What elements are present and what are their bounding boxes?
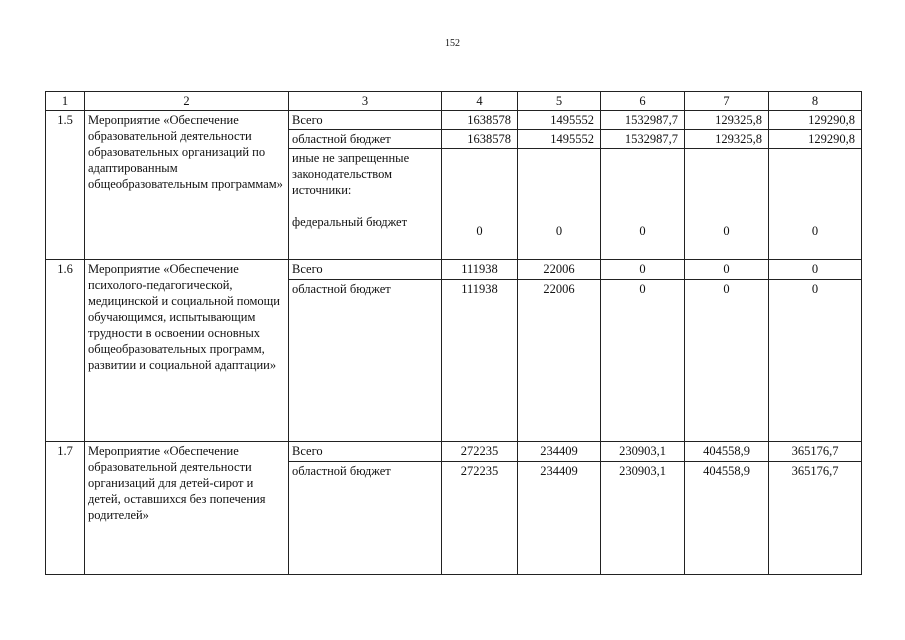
page-number: 152 — [445, 38, 460, 49]
source-label: областной бюджет — [289, 130, 442, 149]
row-number: 1.6 — [46, 260, 85, 442]
value-cell: 0 — [442, 149, 518, 260]
table-row — [46, 442, 862, 462]
value-cell: 272235 — [442, 442, 518, 462]
source-label: областной бюджет — [289, 280, 442, 442]
value-cell: 234409 — [518, 462, 601, 575]
header-cell: 8 — [769, 92, 862, 111]
value-cell: 0 — [518, 149, 601, 260]
header-cell: 6 — [601, 92, 685, 111]
value-cell: 0 — [685, 260, 769, 280]
header-cell: 3 — [289, 92, 442, 111]
table-row — [46, 260, 862, 280]
value-cell: 1532987,7 — [601, 130, 685, 149]
value-cell: 0 — [601, 280, 685, 442]
value-cell: 0 — [601, 149, 685, 260]
header-cell: 4 — [442, 92, 518, 111]
value-cell: 1495552 — [518, 111, 601, 130]
value-cell: 111938 — [442, 280, 518, 442]
value-cell: 1532987,7 — [601, 111, 685, 130]
measure-name: Мероприятие «Обеспечение психолого-педагогической, медицинской и социальной помощи обучающимся, испытывающим трудности в освоении основных общеобразовательных программ, развитии и социальной адаптации» — [85, 260, 289, 442]
measure-name: Мероприятие «Обеспечение образовательной деятельности образовательных организаций по адаптированным общеобразовательным программам» — [85, 111, 289, 260]
header-cell: 2 — [85, 92, 289, 111]
value-cell: 0 — [769, 260, 862, 280]
value-cell: 404558,9 — [685, 442, 769, 462]
value-cell: 272235 — [442, 462, 518, 575]
value-cell: 0 — [685, 280, 769, 442]
source-label: Всего — [289, 111, 442, 130]
row-number: 1.5 — [46, 111, 85, 260]
value-cell: 404558,9 — [685, 462, 769, 575]
value-cell: 129290,8 — [769, 111, 862, 130]
source-label — [289, 149, 442, 260]
value-cell: 111938 — [442, 260, 518, 280]
measure-name: Мероприятие «Обеспечение образовательной деятельности организаций для детей-сирот и детей, оставшихся без попечения родителей» — [85, 442, 289, 575]
header-cell: 7 — [685, 92, 769, 111]
value-cell: 365176,7 — [769, 442, 862, 462]
value-cell: 22006 — [518, 260, 601, 280]
header-row — [46, 92, 862, 111]
value-cell: 1495552 — [518, 130, 601, 149]
value-cell: 230903,1 — [601, 462, 685, 575]
value-cell: 1638578 — [442, 111, 518, 130]
value-cell: 129290,8 — [769, 130, 862, 149]
value-cell: 0 — [601, 260, 685, 280]
federal-budget-label: федеральный бюджет — [292, 215, 408, 229]
row-number: 1.7 — [46, 442, 85, 575]
value-cell: 0 — [769, 280, 862, 442]
value-cell: 234409 — [518, 442, 601, 462]
value-cell: 22006 — [518, 280, 601, 442]
value-cell: 1638578 — [442, 130, 518, 149]
header-cell: 5 — [518, 92, 601, 111]
other-sources-label: иные не запрещенные законодательством источники: — [292, 151, 410, 197]
value-cell: 129325,8 — [685, 111, 769, 130]
header-cell: 1 — [46, 92, 85, 111]
value-cell: 129325,8 — [685, 130, 769, 149]
source-label: Всего — [289, 442, 442, 462]
value-cell: 0 — [769, 149, 862, 260]
source-label: Всего — [289, 260, 442, 280]
value-cell: 230903,1 — [601, 442, 685, 462]
table-row — [46, 111, 862, 130]
value-cell: 0 — [685, 149, 769, 260]
budget-table — [45, 91, 862, 575]
value-cell: 365176,7 — [769, 462, 862, 575]
source-label: областной бюджет — [289, 462, 442, 575]
